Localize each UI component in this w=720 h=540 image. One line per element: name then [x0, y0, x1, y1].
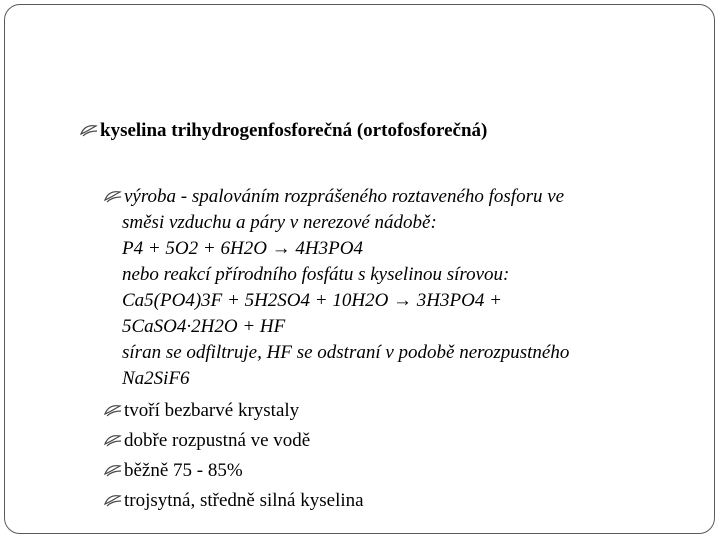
heading-item [78, 120, 487, 142]
production-line: 5CaSO4·2H2O + HF [122, 316, 286, 337]
production-line: Na2SiF6 [122, 368, 190, 389]
leaf-bullet-icon [102, 186, 124, 206]
production-line: P4 + 5O2 + 6H2O → 4H3PO4 [122, 238, 363, 259]
leaf-bullet-icon [102, 460, 124, 480]
production-line: síran se odfiltruje, HF se odstraní v podobě nerozpustného [122, 342, 570, 363]
production-item [102, 186, 564, 208]
property-text: běžně 75 - 85% [124, 460, 243, 481]
production-line: nebo reakcí přírodního fosfátu s kyselinou sírovou: [122, 264, 510, 285]
heading-text: kyselina trihydrogenfosforečná (ortofosforečná) [100, 120, 488, 141]
property-text: tvoří bezbarvé krystaly [124, 400, 300, 421]
production-line: směsi vzduchu a páry v nerezové nádobě: [122, 212, 437, 233]
property-item [102, 400, 299, 422]
property-item [102, 460, 243, 482]
property-text: trojsytná, středně silná kyselina [124, 490, 364, 511]
production-first-line: výroba - spalováním rozprášeného roztaveného fosforu ve [124, 186, 565, 207]
production-line: Ca5(PO4)3F + 5H2SO4 + 10H2O → 3H3PO4 + [122, 290, 502, 311]
leaf-bullet-icon [102, 430, 124, 450]
leaf-bullet-icon [102, 490, 124, 510]
property-item [102, 430, 310, 452]
property-text: dobře rozpustná ve vodě [124, 430, 311, 451]
leaf-bullet-icon [78, 120, 100, 140]
leaf-bullet-icon [102, 400, 124, 420]
property-item [102, 490, 364, 512]
